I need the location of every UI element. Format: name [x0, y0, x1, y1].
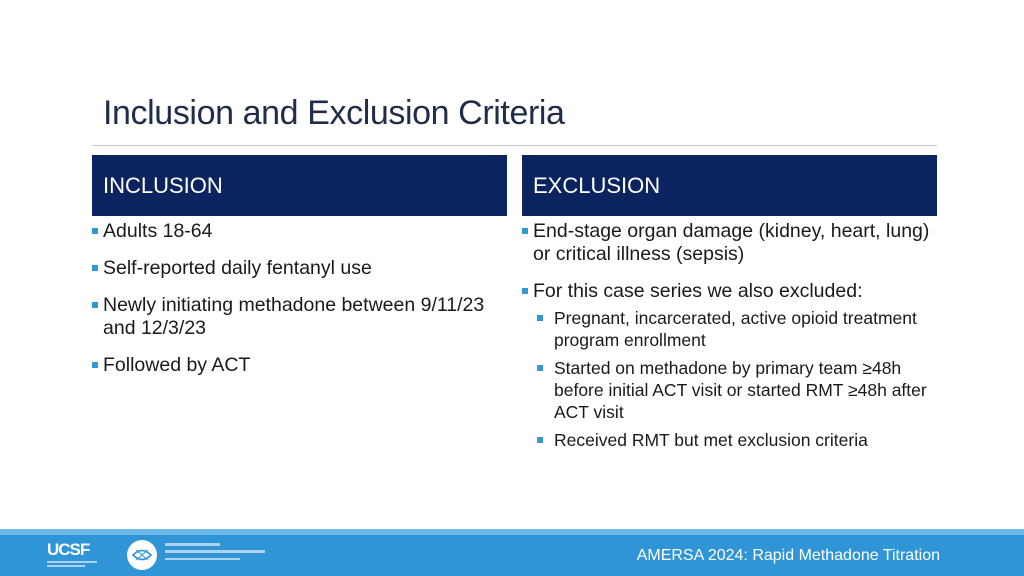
zsfg-logo-wordmark [165, 541, 270, 567]
exclusion-header-label: EXCLUSION [533, 172, 661, 198]
exclusion-subitem [533, 429, 937, 451]
inclusion-item [92, 354, 492, 377]
ucsf-logo: UCSF [47, 540, 90, 559]
square-bullet-icon [92, 302, 98, 308]
ucsf-logo-subtext [47, 560, 105, 568]
inclusion-item [92, 257, 492, 280]
page-title: Inclusion and Exclusion Criteria [103, 94, 565, 132]
exclusion-item [522, 220, 937, 266]
square-bullet-icon [92, 228, 98, 234]
inclusion-item-text: Adults 18-64 [103, 220, 213, 242]
square-bullet-icon [537, 365, 543, 371]
exclusion-subitem-text: Pregnant, incarcerated, active opioid treatment program enrollment [554, 308, 917, 350]
exclusion-list [522, 220, 937, 465]
title-divider [92, 145, 937, 146]
exclusion-sublist [533, 307, 937, 451]
zsfg-logo-icon [127, 540, 157, 570]
exclusion-subitem [533, 357, 937, 423]
inclusion-item-text: Self-reported daily fentanyl use [103, 257, 372, 279]
square-bullet-icon [522, 288, 528, 294]
inclusion-item [92, 220, 492, 243]
inclusion-header-label: INCLUSION [103, 172, 223, 198]
square-bullet-icon [522, 228, 528, 234]
exclusion-header [522, 155, 937, 216]
exclusion-item-text: For this case series we also excluded: [533, 280, 863, 302]
inclusion-header [92, 155, 507, 216]
exclusion-item [522, 280, 937, 451]
exclusion-subitem-text: Received RMT but met exclusion criteria [554, 430, 868, 450]
footer-bar [0, 535, 1024, 576]
footer-caption: AMERSA 2024: Rapid Methadone Titration [636, 547, 940, 564]
square-bullet-icon [92, 362, 98, 368]
inclusion-item [92, 294, 492, 340]
inclusion-item-text: Followed by ACT [103, 354, 251, 376]
square-bullet-icon [537, 315, 543, 321]
exclusion-subitem [533, 307, 937, 351]
exclusion-subitem-text: Started on methadone by primary team ≥48h before initial ACT visit or started RMT ≥48h after ACT visit [554, 358, 927, 422]
exclusion-item-text: End-stage organ damage (kidney, heart, lung) or critical illness (sepsis) [533, 220, 930, 265]
inclusion-list [92, 220, 492, 391]
square-bullet-icon [537, 437, 543, 443]
square-bullet-icon [92, 265, 98, 271]
inclusion-item-text: Newly initiating methadone between 9/11/23 and 12/3/23 [103, 294, 485, 339]
